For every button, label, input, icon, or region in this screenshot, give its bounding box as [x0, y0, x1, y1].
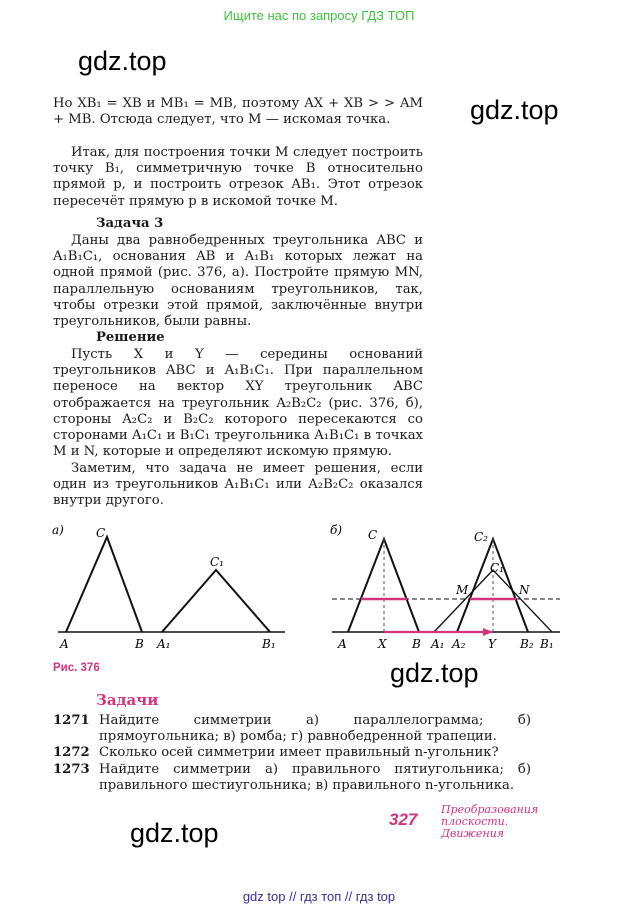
point-label: Y	[488, 637, 496, 651]
point-label: X	[378, 637, 387, 651]
point-label: C	[368, 528, 378, 542]
watermark: gdz.top	[470, 95, 559, 125]
paragraph-1: Но XB₁ = XB и MB₁ = MB, поэтому AX + XB > > AM + MB. Отсюда следует, что M — искомая точка.	[53, 96, 423, 128]
solution-title: Решение	[96, 330, 165, 345]
point-label: A₁	[157, 637, 171, 651]
point-label: C₁	[490, 561, 504, 575]
point-label: C₂	[474, 530, 488, 544]
section-title	[441, 804, 538, 840]
note-text: Заметим, что задача не имеет решения, если один из треугольников A₁B₁C₁ или A₂B₂C₂ оказался внутри другого.	[53, 461, 423, 509]
figure-panel-a	[50, 520, 300, 655]
top-banner[interactable]: Ищите нас по запросу ГДЗ ТОП	[223, 8, 415, 23]
triangle-abc	[66, 537, 142, 632]
point-label: B	[412, 637, 421, 651]
footer-links[interactable]: gdz top // гдз топ // гдз top	[242, 889, 396, 904]
exercise-item	[53, 762, 531, 794]
point-label: N	[519, 583, 530, 597]
exercise-list	[53, 713, 531, 794]
exercise-text: Сколько осей симметрии имеет правильный n-угольник?	[99, 745, 499, 761]
exercise-text: Найдите симметрии а) правильного пятиугольника; б) правильного шестиугольника; в) правильного n-угольника.	[99, 761, 531, 793]
vector-arrowhead	[483, 628, 493, 636]
exercises-title: Задачи	[96, 691, 159, 709]
panel-a-label: а)	[52, 523, 64, 537]
point-label: B	[135, 637, 144, 651]
exercise-item	[53, 745, 531, 761]
triangle-a1b1c1	[162, 570, 270, 632]
task-text: Даны два равнобедренных треугольника ABC и A₁B₁C₁, основания AB и A₁B₁ которых лежат на одной прямой (рис. 376, а). Постройте прямую MN, параллельную основаниям треугольников, так, чтобы отрезки этой прямой, заключённые внутри треугольников, были равны.	[53, 233, 423, 330]
point-label: C	[96, 526, 106, 540]
point-label: A₁	[431, 637, 445, 651]
exercise-number: 1271	[53, 713, 90, 728]
exercise-number: 1273	[53, 761, 90, 777]
section-title-line: плоскости.	[441, 815, 509, 828]
paragraph-2: Итак, для построения точки M следует построить точку B₁, симметричную точке B относительно прямой p, и построить отрезок AB₁. Этот отрезок пересечёт прямую p в искомой точке M.	[53, 145, 423, 209]
figure-panel-b	[328, 520, 568, 655]
panel-b-label: б)	[330, 523, 343, 537]
exercise-item	[53, 713, 531, 745]
point-label: A	[60, 637, 69, 651]
task-title: Задача 3	[96, 216, 164, 231]
section-title-line: Движения	[441, 827, 505, 840]
figure-caption: Рис. 376	[53, 662, 100, 674]
watermark: gdz.top	[130, 818, 219, 848]
point-label: M	[456, 583, 469, 597]
section-title-line: Преобразования	[441, 803, 539, 816]
point-label: A₂	[452, 637, 466, 651]
exercise-text: Найдите симметрии а) параллелограмма; б) прямоугольника; в) ромба; г) равнобедренной трапеции.	[99, 713, 531, 745]
point-label: A	[338, 637, 347, 651]
exercise-number: 1272	[53, 745, 90, 761]
point-label: C₁	[210, 555, 224, 569]
point-label: B₂	[520, 637, 534, 651]
watermark: gdz.top	[390, 658, 479, 688]
solution-text: Пусть X и Y — середины оснований треугольников ABC и A₁B₁C₁. При параллельном переносе на вектор XY треугольник ABC отображается на треугольник A₂B₂C₂ (рис. 376, б), стороны A₂C₂ и B₂C₂ которого пересекаются со сторонами A₁C₁ и B₁C₁ треугольника A₁B₁C₁ в точках M и N, которые и определяют искомую прямую.	[53, 347, 423, 460]
point-label: B₁	[540, 637, 554, 651]
watermark: gdz.top	[78, 46, 167, 76]
point-label: B₁	[262, 637, 276, 651]
page-number: 327	[389, 810, 418, 829]
